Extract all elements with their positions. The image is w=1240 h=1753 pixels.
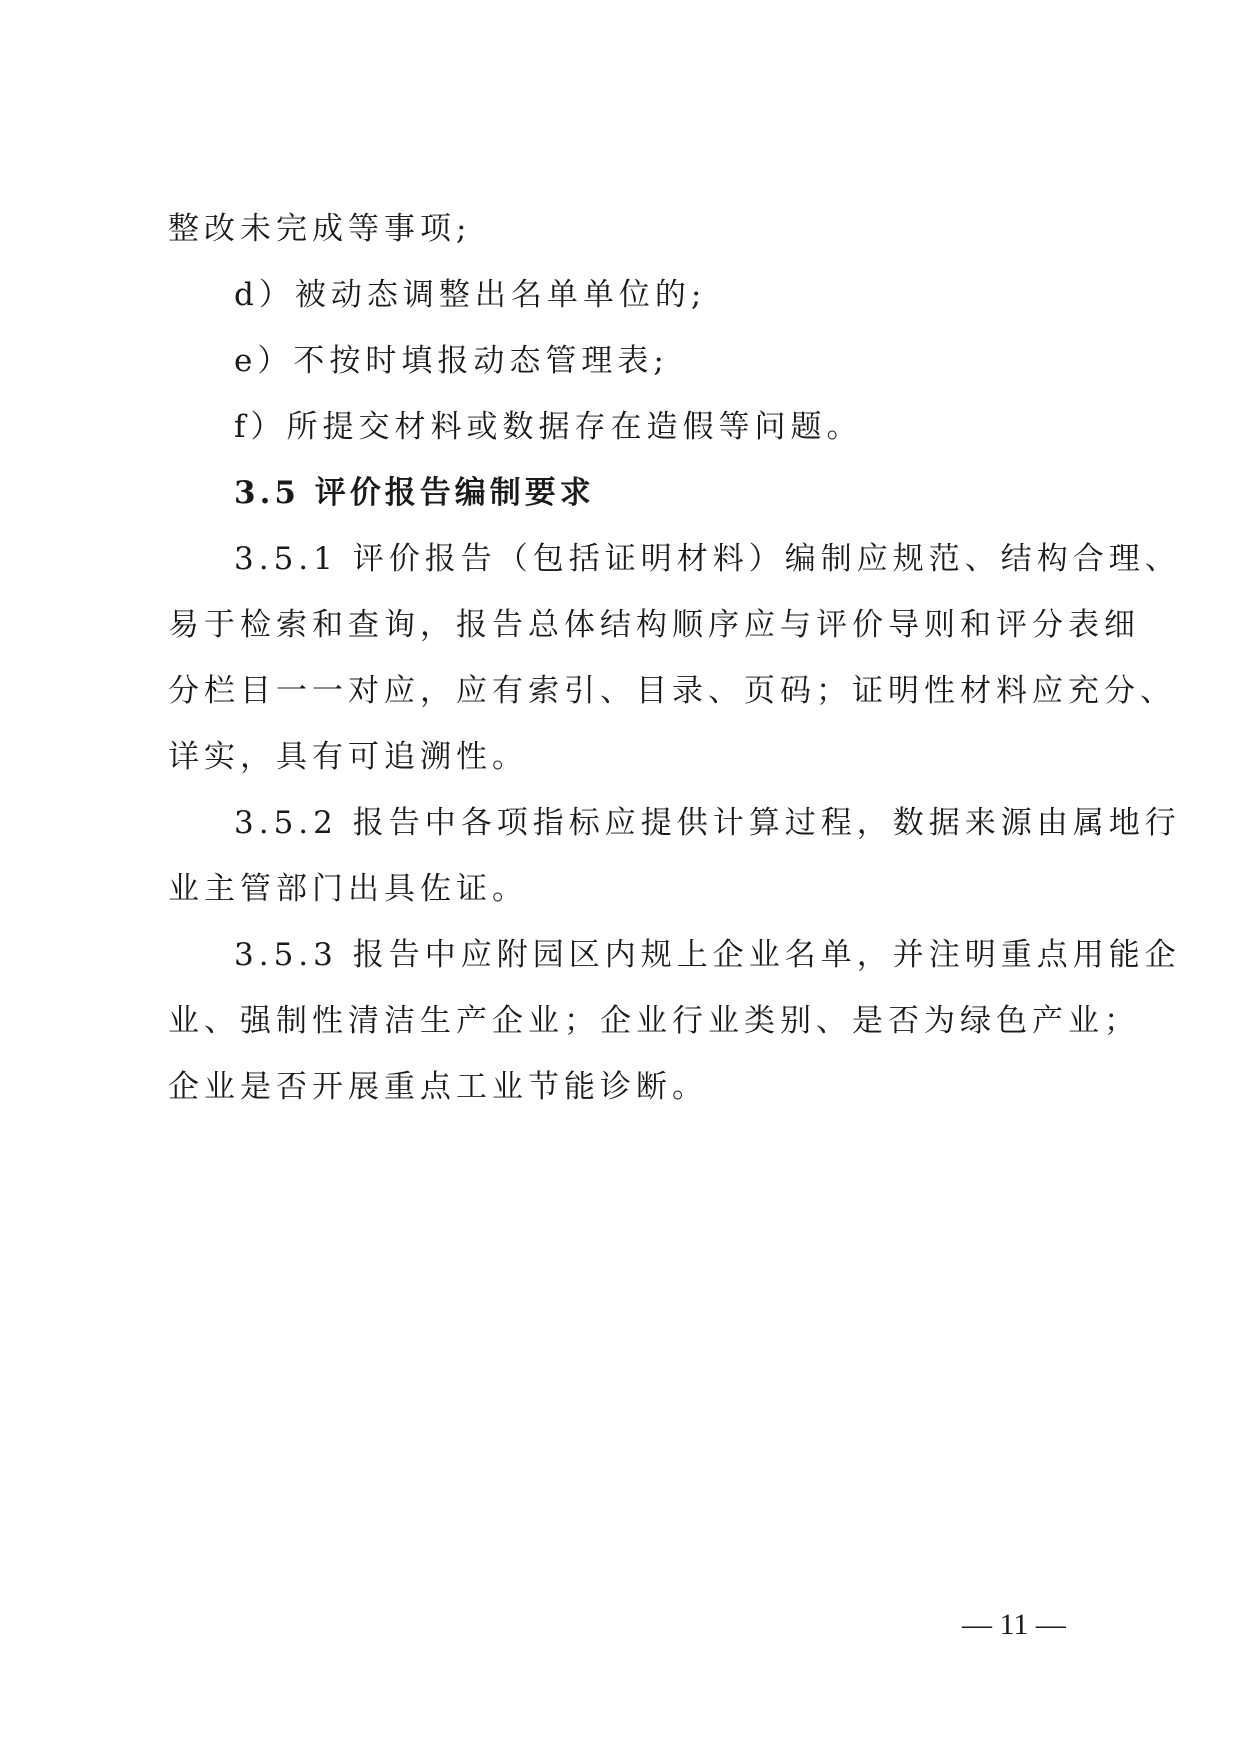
text-line: 整改未完成等事项; — [168, 211, 472, 247]
paragraph-3-5-3-line: 业、强制性清洁生产企业；企业行业类别、是否为绿色产业； — [168, 1003, 1140, 1039]
list-item-e: e）不按时填报动态管理表; — [234, 343, 669, 379]
paragraph-3-5-2-line: 业主管部门出具佐证。 — [168, 871, 528, 907]
section-heading: 3.5 评价报告编制要求 — [234, 475, 595, 511]
paragraph-3-5-1-line: 详实，具有可追溯性。 — [168, 739, 528, 775]
document-body — [168, 196, 1181, 1120]
list-item-f: f）所提交材料或数据存在造假等问题。 — [234, 409, 863, 445]
paragraph-3-5-1-line: 分栏目一一对应，应有索引、目录、页码；证明性材料应充分、 — [168, 673, 1176, 709]
paragraph-3-5-1-line: 易于检索和查询，报告总体结构顺序应与评价导则和评分表细 — [168, 607, 1140, 643]
paragraph-3-5-1-line: 3.5.1 评价报告（包括证明材料）编制应规范、结构合理、 — [234, 541, 1181, 577]
paragraph-3-5-3-line: 企业是否开展重点工业节能诊断。 — [168, 1069, 708, 1105]
page-number: — 11 — — [962, 1608, 1066, 1641]
paragraph-3-5-3-line: 3.5.3 报告中应附园区内规上企业名单，并注明重点用能企 — [234, 937, 1181, 973]
list-item-d: d）被动态调整出名单单位的; — [234, 277, 707, 313]
paragraph-3-5-2-line: 3.5.2 报告中各项指标应提供计算过程，数据来源由属地行 — [234, 805, 1181, 841]
